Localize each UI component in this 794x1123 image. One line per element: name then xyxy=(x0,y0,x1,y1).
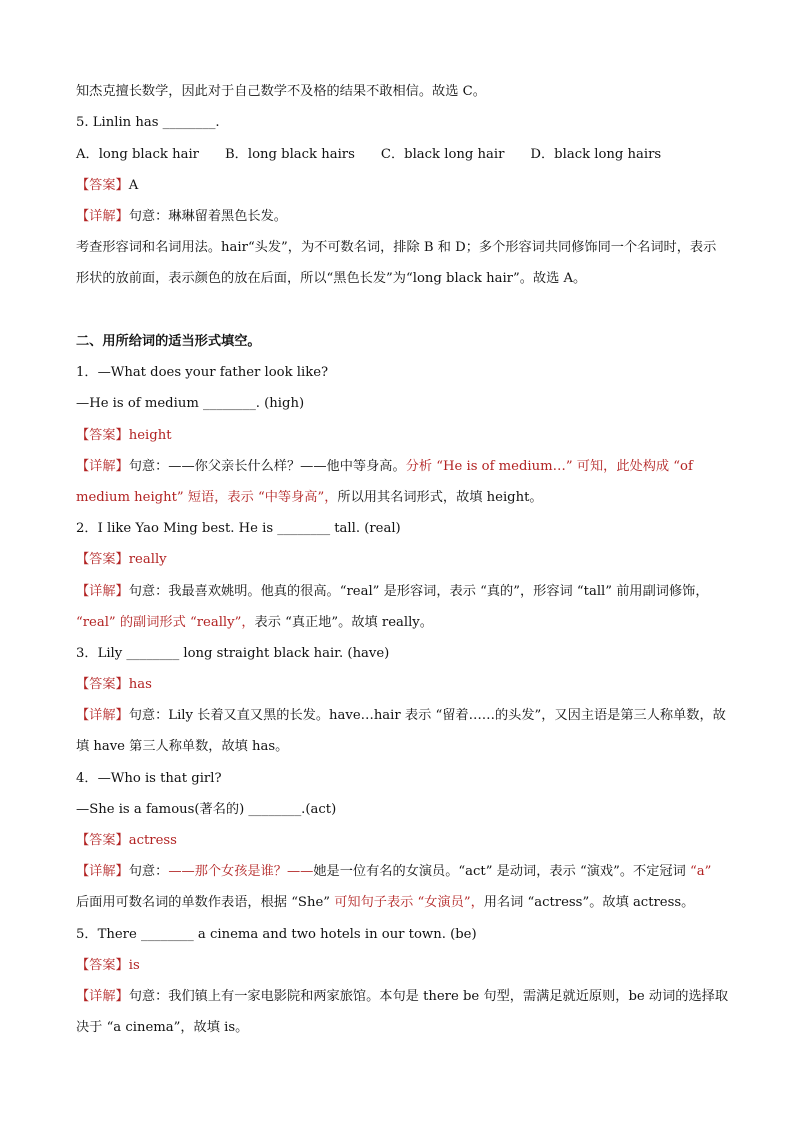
detail-tag: 【详解】 xyxy=(76,864,129,879)
detail-text-red: 可知句子表示 “女演员”， xyxy=(330,895,484,910)
detail-tag: 【详解】 xyxy=(76,989,129,1004)
detail-text-red: 分析 “He is of medium…” 可知，此处构成 “of xyxy=(405,459,693,474)
detail-line xyxy=(76,894,754,912)
detail-line xyxy=(76,458,754,476)
question-line: —She is a famous(著名的) ________.(act) xyxy=(76,802,337,817)
options-row xyxy=(76,146,754,164)
detail-tag: 【详解】 xyxy=(76,584,129,599)
answer-line xyxy=(76,957,754,975)
detail-text: 所以用其名词形式，故填 height。 xyxy=(337,490,543,505)
question-line: —He is of medium ________. (high) xyxy=(76,396,305,411)
detail-text: 后面用可数名词的单数作表语，根据 “She” xyxy=(76,895,331,910)
section-title: 二、用所给词的适当形式填空。 xyxy=(76,334,261,349)
detail-text-red: ——那个女孩是谁？—— xyxy=(168,864,314,879)
answer-tag: 【答案】 xyxy=(76,178,129,193)
answer-line xyxy=(76,427,754,445)
question-line: 2．I like Yao Ming best. He is ________ tall. (real) xyxy=(76,521,401,536)
answer-line xyxy=(76,676,754,694)
explanation-line: 考查形容词和名词用法。hair“头发”，为不可数名词，排除 B 和 D；多个形容词共同修饰同一个名词时，表示 xyxy=(76,240,717,255)
answer-line xyxy=(76,832,754,850)
detail-text: 句意： xyxy=(128,864,169,879)
detail-text: 她是一位有名的女演员。“act” 是动词，表示 “演戏”。不定冠词 xyxy=(313,864,690,879)
detail-line: 决于 “a cinema”，故填 is。 xyxy=(76,1020,249,1035)
option-d: D．black long hairs xyxy=(530,147,662,162)
detail-text: 句意：Lily 长着又直又黑的长发。have…hair 表示 “留着……的头发”，又因主语是第三人称单数，故 xyxy=(128,708,726,723)
detail-text: 用名词 “actress”。故填 actress。 xyxy=(483,895,695,910)
option-c: C．black long hair xyxy=(380,147,505,162)
answer-tag: 【答案】 xyxy=(76,833,129,848)
answer-value: height xyxy=(128,428,172,443)
detail-tag: 【详解】 xyxy=(76,708,129,723)
question-line: 1．—What does your father look like? xyxy=(76,365,329,380)
answer-value: A xyxy=(128,178,139,193)
question-line: 5．There ________ a cinema and two hotels in our town. (be) xyxy=(76,927,477,942)
answer-tag: 【答案】 xyxy=(76,428,129,443)
answer-tag: 【答案】 xyxy=(76,677,129,692)
detail-text-red: “a” xyxy=(689,864,712,879)
detail-line xyxy=(76,988,754,1006)
detail-line xyxy=(76,208,754,226)
answer-value: has xyxy=(128,677,152,692)
detail-text: 句意：我们镇上有一家电影院和两家旅馆。本句是 there be 句型，需满足就近原则，be 动词的选择取 xyxy=(128,989,729,1004)
answer-tag: 【答案】 xyxy=(76,552,129,567)
answer-value: actress xyxy=(128,833,177,848)
detail-line xyxy=(76,614,754,632)
detail-tag: 【详解】 xyxy=(76,209,129,224)
detail-line xyxy=(76,583,754,601)
detail-text: 句意：琳琳留着黑色长发。 xyxy=(128,209,287,224)
text-line: 知杰克擅长数学，因此对于自己数学不及格的结果不敢相信。故选 C。 xyxy=(76,84,486,99)
detail-line xyxy=(76,489,754,507)
answer-tag: 【答案】 xyxy=(76,958,129,973)
detail-text-red: “real” 的副词形式 “really”， xyxy=(76,615,255,630)
detail-line xyxy=(76,707,754,725)
answer-line xyxy=(76,177,754,195)
option-a: A．long black hair xyxy=(76,147,199,162)
detail-line xyxy=(76,863,754,881)
detail-tag: 【详解】 xyxy=(76,459,129,474)
detail-text: 句意：——你父亲长什么样？——他中等身高。 xyxy=(128,459,406,474)
answer-value: really xyxy=(128,552,167,567)
detail-text: 表示 “真正地”。故填 really。 xyxy=(254,615,433,630)
question-line: 3．Lily ________ long straight black hair. (have) xyxy=(76,646,390,661)
question-stem: 5. Linlin has ________. xyxy=(76,115,220,130)
question-line: 4．—Who is that girl? xyxy=(76,771,222,786)
answer-value: is xyxy=(128,958,140,973)
detail-text: 句意：我最喜欢姚明。他真的很高。“real” 是形容词，表示 “真的”，形容词 “tall” 前用副词修饰， xyxy=(128,584,709,599)
option-b: B．long black hairs xyxy=(224,147,355,162)
explanation-line: 形状的放前面，表示颜色的放在后面，所以“黑色长发”为“long black hair”。故选 A。 xyxy=(76,271,587,286)
answer-line xyxy=(76,551,754,569)
detail-line: 填 have 第三人称单数，故填 has。 xyxy=(76,739,289,754)
detail-text-red: medium height” 短语，表示 “中等身高”， xyxy=(76,490,338,505)
